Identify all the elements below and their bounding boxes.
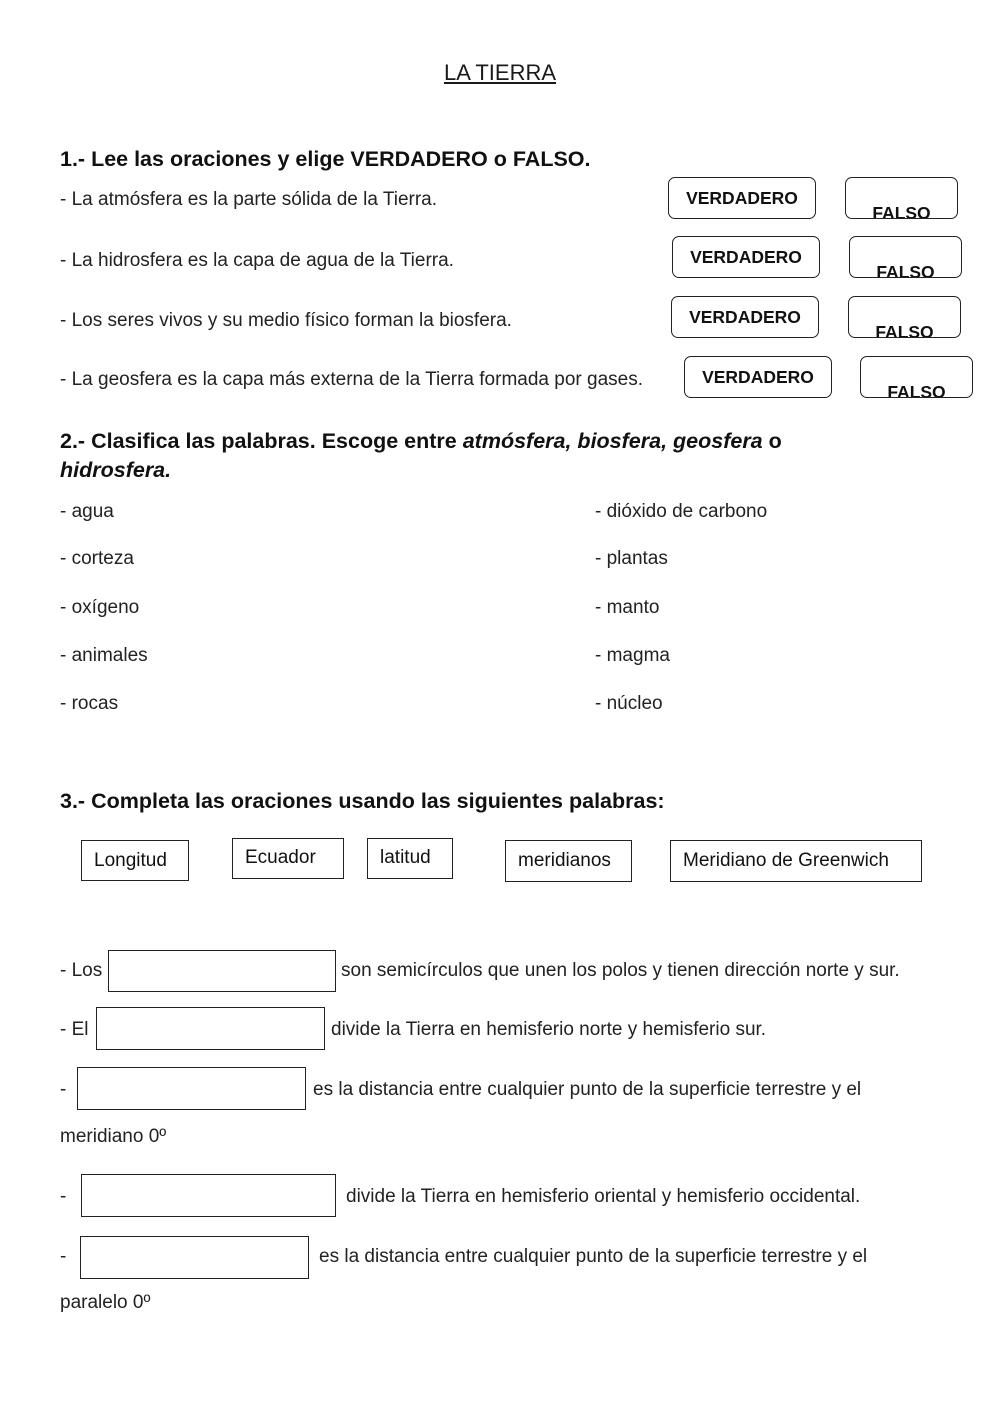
answer-input-4[interactable] [82, 1175, 335, 1216]
sentence-5-start: - [60, 1246, 67, 1267]
answer-blank-5[interactable] [80, 1236, 309, 1279]
sentence-1-end: son semicírculos que unen los polos y tienen dirección norte y sur. [341, 960, 900, 981]
answer-blank-2[interactable] [96, 1007, 325, 1050]
true-button-1[interactable]: VERDADERO [668, 177, 816, 219]
statement-2: - La hidrosfera es la capa de agua de la Tierra. [60, 250, 454, 271]
true-button-3[interactable]: VERDADERO [671, 296, 819, 338]
answer-input-2[interactable] [97, 1008, 324, 1049]
word-bank-item[interactable]: latitud [367, 838, 453, 879]
word-left-1: - agua [60, 501, 114, 522]
word-bank-item[interactable]: Longitud [81, 840, 189, 881]
word-left-5: - rocas [60, 693, 119, 714]
section-1-heading: 1.- Lee las oraciones y elige VERDADERO o FALSO. [60, 147, 591, 171]
page-title: LA TIERRA [443, 60, 557, 85]
word-left-4: - animales [60, 645, 148, 666]
sentence-4-end: divide la Tierra en hemisferio oriental y hemisferio occidental. [346, 1186, 861, 1207]
false-button-4[interactable]: FALSO [860, 356, 973, 398]
word-left-3: - oxígeno [60, 597, 140, 618]
sentence-5-continuation: paralelo 0º [60, 1292, 151, 1313]
sentence-4-start: - [60, 1186, 67, 1207]
true-button-4[interactable]: VERDADERO [684, 356, 832, 398]
sentence-2-end: divide la Tierra en hemisferio norte y hemisferio sur. [331, 1019, 767, 1040]
sentence-3-start: - [60, 1079, 67, 1100]
word-bank-item[interactable]: Meridiano de Greenwich [670, 840, 922, 882]
answer-blank-4[interactable] [81, 1174, 336, 1217]
statement-3: - Los seres vivos y su medio físico forman la biosfera. [60, 310, 512, 331]
word-bank-item[interactable]: Ecuador [232, 838, 344, 879]
statement-1: - La atmósfera es la parte sólida de la Tierra. [60, 189, 438, 210]
answer-blank-1[interactable] [108, 950, 336, 992]
word-bank-item[interactable]: meridianos [505, 840, 632, 882]
section-2-heading-last: hidrosfera. [60, 458, 172, 482]
section-2-heading: 2.- Clasifica las palabras. Escoge entre atmósfera, biosfera, geosfera o [60, 429, 782, 453]
sentence-3-continuation: meridiano 0º [60, 1126, 167, 1147]
word-right-1: - dióxido de carbono [595, 501, 768, 522]
sentence-1-start: - Los [60, 960, 103, 981]
sentence-3-end: es la distancia entre cualquier punto de la superficie terrestre y el [313, 1079, 862, 1100]
word-left-2: - corteza [60, 548, 134, 569]
word-right-3: - manto [595, 597, 660, 618]
false-button-1[interactable]: FALSO [845, 177, 958, 219]
section-3-heading: 3.- Completa las oraciones usando las siguientes palabras: [60, 789, 665, 813]
false-button-3[interactable]: FALSO [848, 296, 961, 338]
statement-4: - La geosfera es la capa más externa de la Tierra formada por gases. [60, 369, 643, 390]
word-right-2: - plantas [595, 548, 668, 569]
false-button-2[interactable]: FALSO [849, 236, 962, 278]
answer-input-1[interactable] [109, 951, 335, 991]
word-right-5: - núcleo [595, 693, 663, 714]
word-right-4: - magma [595, 645, 670, 666]
answer-blank-3[interactable] [77, 1067, 306, 1110]
sentence-2-start: - El [60, 1019, 89, 1040]
true-button-2[interactable]: VERDADERO [672, 236, 820, 278]
section-2-options: atmósfera, biosfera, geosfera [462, 429, 763, 453]
answer-input-3[interactable] [78, 1068, 305, 1109]
sentence-5-end: es la distancia entre cualquier punto de la superficie terrestre y el [319, 1246, 868, 1267]
answer-input-5[interactable] [81, 1237, 308, 1278]
